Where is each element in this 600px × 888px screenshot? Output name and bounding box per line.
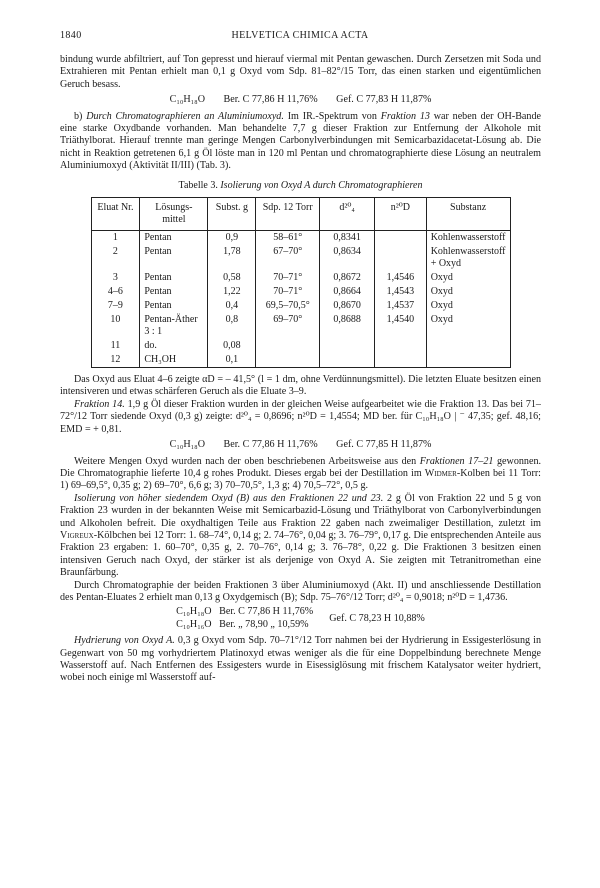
cell-subst: 1,78 (208, 245, 256, 271)
table-row (91, 245, 510, 271)
table-caption (60, 180, 541, 192)
cell-subst: 1,22 (208, 285, 256, 299)
cell-density: 0,8688 (320, 313, 375, 339)
paragraph-7: Durch Chromatographie der beiden Fraktionen 3 über Aluminiumoxyd (Akt. II) und anschliessende Destillation des Pentan-Eluates 2 erhielt man 0,13 g Oxydgemisch (B); Sdp. 75–76°/12 Torr; d²⁰₄ = 0,9018; n²⁰D = 1,4736. (60, 579, 541, 603)
item-label: b) (74, 110, 87, 122)
col-header-density: d²⁰₄ (320, 198, 375, 231)
cell-substance: Oxyd (426, 285, 510, 299)
paragraph-2 (60, 111, 541, 173)
cell-eluat: 10 (91, 313, 140, 339)
cell-solvent: Pentan-Äther 3 : 1 (140, 313, 208, 339)
table-row (91, 285, 510, 299)
cell-density: 0,8670 (320, 299, 375, 313)
cell-density: 0,8672 (320, 271, 375, 285)
table-label: Tabelle 3. (178, 179, 218, 191)
paragraph-6 (60, 493, 541, 580)
found-values: Gef. C 77,83 H 11,87% (336, 94, 432, 106)
cell-substance: Oxyd (426, 313, 510, 339)
text-run: Im IR.-Spektrum von (283, 110, 381, 122)
calculated-values: Ber. „ 78,90 „ 10,59% (219, 618, 309, 630)
formula: C₁₀H₁₈O (176, 606, 212, 618)
cell-bp: 69,5–70,5° (256, 299, 320, 313)
analysis-block-3 (60, 606, 541, 631)
table-header-row (91, 198, 510, 231)
cell-substance: Oxyd (426, 271, 510, 285)
table-body (91, 231, 510, 368)
cell-solvent: Pentan (140, 285, 208, 299)
calculated-values: Ber. C 77,86 H 11,76% (223, 94, 318, 106)
calc-row-2 (176, 619, 313, 631)
cell-subst: 0,9 (208, 231, 256, 246)
calculated-values: Ber. C 77,86 H 11,76% (219, 606, 314, 618)
text-run: -Kolben bei 11 Torr: 1) 69–69,5°, 0,35 g; 2) 69–70°, 6,6 g; 3) 70–70,5°, 1,3 g; 4) 70,5–72°, 0,5 g. (60, 467, 541, 492)
text-run: Weitere Mengen Oxyd wurden nach der oben beschriebenen Arbeitsweise aus den (74, 455, 420, 467)
text-run: war neben der OH-Bande eine starke Oxydbande vorhanden. Man behandelte 7,7 g dieser Fraktion zur Entfernung der Alkohole mit Triäthylborat. Hierauf trennte man geringe Mengen Carbonylverbindungen mit Semicarbazidacetat-Lösung ab. Die nicht in Reaktion getretenen 6,1 g Öl löste man in 120 ml Pentan und chromatographierte diese Lösung an neutralem Aluminiumoxyd (Aktivität II/III) (Tab. 3). (60, 110, 541, 172)
article-body (60, 54, 541, 685)
table-row (91, 231, 510, 246)
found-values: Gef. C 78,23 H 10,88% (329, 612, 425, 624)
table-row (91, 313, 510, 339)
cell-density: 0,8341 (320, 231, 375, 246)
cell-refraction (375, 231, 427, 246)
cell-refraction: 1,4543 (375, 285, 427, 299)
formula: C₁₀H₁₈O (169, 439, 205, 451)
calc-row-1 (176, 606, 313, 618)
text-run: 0,3 g Oxyd vom Sdp. 70–71°/12 Torr nahmen bei der Hydrierung in Essigesterlösung in Gegenwart von 50 mg vorhydriertem Platinoxyd etwas weniger als die für eine Doppelbindung berechnete Menge Wasserstoff auf. Nach Entfernen des Essigesters wurde in Eisessiglösung mit frischem Katalysator weiter hydriert, wobei noch einige ml Wasserstoff auf- (60, 635, 541, 684)
person-name: Vigreux (60, 529, 94, 541)
cell-refraction: 1,4546 (375, 271, 427, 285)
cell-density: 0,8664 (320, 285, 375, 299)
cell-eluat: 12 (91, 353, 140, 368)
cell-bp: 70–71° (256, 271, 320, 285)
section-title: Durch Chromatographieren an Aluminiumoxyd. (86, 110, 284, 122)
fraction-ref: Fraktion 14. (74, 398, 125, 410)
cell-bp: 58–61° (256, 231, 320, 246)
cell-bp: 69–70° (256, 313, 320, 339)
cell-eluat: 2 (91, 245, 140, 271)
col-header-eluat: Eluat Nr. (91, 198, 140, 231)
cell-refraction (375, 353, 427, 368)
page-number: 1840 (60, 30, 82, 41)
cell-solvent: Pentan (140, 271, 208, 285)
cell-subst: 0,1 (208, 353, 256, 368)
table-title: Isolierung von Oxyd A durch Chromatographieren (220, 179, 423, 191)
cell-solvent: Pentan (140, 245, 208, 271)
cell-refraction: 1,4540 (375, 313, 427, 339)
table-row (91, 339, 510, 353)
cell-substance: Kohlenwasserstoff + Oxyd (426, 245, 510, 271)
cell-substance (426, 353, 510, 368)
paragraph-3: Das Oxyd aus Eluat 4–6 zeigte αD = – 41,5° (l = 1 dm, ohne Verdünnungsmittel). Die letzten Eluate besitzen einen intensiveren und etwas schärferen Geruch als die Eluate 3–9. (60, 374, 541, 398)
cell-refraction (375, 245, 427, 271)
col-header-subst: Subst. g (208, 198, 256, 231)
person-name: Widmer (424, 467, 457, 479)
calculated-rows (176, 606, 313, 631)
paragraph-5 (60, 456, 541, 493)
text-run: 1,9 g Öl dieser Fraktion wurden in der gleichen Weise aufgearbeitet wie die Fraktion 13. Das bei 71–72°/12 Torr siedende Oxyd (0,3 g) zeigte: d²⁰₄ = 0,8696; n²⁰D = 1,4554; MD ber. für C₁₀H₁₈O | ⁻ 47,35; gef. 48,16; EMD = + 0,81. (60, 398, 541, 435)
cell-subst: 0,08 (208, 339, 256, 353)
table-row (91, 353, 510, 368)
section-title: Hydrierung von Oxyd A. (74, 635, 175, 647)
col-header-bp: Sdp. 12 Torr (256, 198, 320, 231)
text-run: gewonnen. Die Chromatographie lieferte 10,4 g rohes Produkt. Dieses ergab bei der Destillation im (60, 455, 542, 479)
cell-solvent: Pentan (140, 231, 208, 246)
col-header-substance: Substanz (426, 198, 510, 231)
col-header-solvent: Lösungs-mittel (140, 198, 208, 231)
cell-refraction: 1,4537 (375, 299, 427, 313)
section-title: Isolierung von höher siedendem Oxyd (B) aus den Fraktionen 22 und 23. (74, 492, 384, 504)
analysis-line-1 (60, 94, 541, 106)
col-header-refraction: n²⁰D (375, 198, 427, 231)
cell-subst: 0,58 (208, 271, 256, 285)
paragraph-1: bindung wurde abfiltriert, auf Ton gepresst und hierauf viermal mit Pentan gewaschen. Durch Zersetzen mit Soda und Extrahieren mit Pentan erhielt man 0,1 g Oxyd vom Sdp. 81–82°/15 Torr, das einen starken und eigentümlichen Geruch besass. (60, 54, 541, 90)
table-row (91, 271, 510, 285)
cell-density (320, 353, 375, 368)
results-table (91, 197, 511, 368)
fraction-ref: Fraktion 13 (380, 110, 430, 122)
cell-subst: 0,8 (208, 313, 256, 339)
cell-bp (256, 339, 320, 353)
cell-solvent: Pentan (140, 299, 208, 313)
journal-title: HELVETICA CHIMICA ACTA (231, 30, 369, 41)
paragraph-8 (60, 635, 541, 685)
cell-eluat: 4–6 (91, 285, 140, 299)
cell-subst: 0,4 (208, 299, 256, 313)
paragraph-4 (60, 399, 541, 436)
cell-eluat: 11 (91, 339, 140, 353)
text-run: 2 g Öl von Fraktion 22 und 5 g von Fraktion 23 wurden in der bekannten Weise mit Semicarbazid-Lösung und Triäthylborat von Carbonylverbindungen und Alkoholen befreit. Die oxydhaltigen Teile aus Fraktion 22 gaben nach zweimaliger Destillation, zuletzt im (60, 492, 541, 529)
analysis-line-2 (60, 439, 541, 451)
cell-eluat: 3 (91, 271, 140, 285)
text-run: -Kölbchen bei 12 Torr: 1. 68–74°, 0,14 g; 2. 74–76°, 0,04 g; 3. 76–79°, 0,17 g. Die entsprechenden Anteile aus Fraktion 23 ergaben: 1. 60–70°, 0,35 g, 2. 70–76°, 0,14 g; 3. 76–78°, 0,22 g. Die Fraktionen 3 besitzen einen intensiven Geruch nach Oxyd, der stärker ist als derjenige von Oxyd A. Sie zeigten mit Tetranitromethan eine Braunfärbung. (60, 529, 541, 579)
running-header (60, 30, 540, 44)
cell-bp: 70–71° (256, 285, 320, 299)
cell-substance (426, 339, 510, 353)
cell-bp (256, 353, 320, 368)
cell-density: 0,8634 (320, 245, 375, 271)
cell-eluat: 7–9 (91, 299, 140, 313)
cell-density (320, 339, 375, 353)
cell-eluat: 1 (91, 231, 140, 246)
cell-refraction (375, 339, 427, 353)
cell-solvent: do. (140, 339, 208, 353)
formula: C₁₀H₁₈O (169, 94, 205, 106)
table-row (91, 299, 510, 313)
cell-substance: Kohlenwasserstoff (426, 231, 510, 246)
cell-substance: Oxyd (426, 299, 510, 313)
fraction-ref: Fraktionen 17–21 (419, 455, 494, 467)
found-values: Gef. C 77,85 H 11,87% (336, 439, 432, 451)
cell-bp: 67–70° (256, 245, 320, 271)
formula: C₁₀H₁₆O (176, 618, 212, 630)
calculated-values: Ber. C 77,86 H 11,76% (223, 439, 318, 451)
cell-solvent: CH₃OH (140, 353, 208, 368)
